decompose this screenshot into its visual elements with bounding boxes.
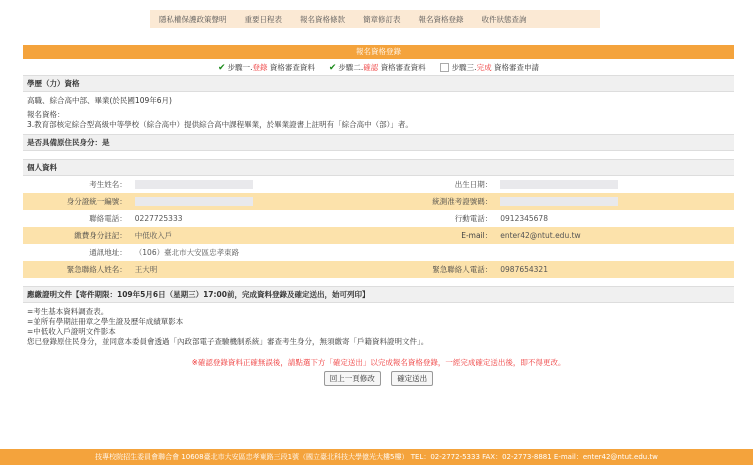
step-indicator xyxy=(23,59,734,75)
masked-name xyxy=(135,180,253,189)
list-item: =考生基本資料調查表。 xyxy=(27,307,109,316)
education-details: 高職、綜合高中部、畢業(於民國109年6月) 報名資格： 3.教育部核定綜合型高級中等學校（綜合高中）提供綜合高中課程畢業，於畢業證書上註明有「綜合高中（部）」者。 xyxy=(27,96,413,129)
registration-panel xyxy=(23,45,734,386)
list-item: 您已登錄原住民身分，並同意本委員會透過「內政部電子查驗機制系統」審查考生身分，無須繳寄「戶籍資料證明文件」。 xyxy=(27,337,429,346)
check-icon: ✔ xyxy=(218,62,226,73)
top-nav xyxy=(150,10,600,28)
personal-heading: 個人資料 xyxy=(23,159,734,176)
unchecked-box-icon xyxy=(440,63,449,72)
table-row: 身分證統一編號： 統測准考證號碼： xyxy=(23,193,734,210)
nav-schedule[interactable]: 重要日程表 xyxy=(244,14,282,24)
personal-info-table xyxy=(23,176,734,278)
check-icon: ✔ xyxy=(328,62,337,73)
table-row: 緊急聯絡人姓名： 王大明 緊急聯絡人電話： 0987654321 xyxy=(23,261,734,278)
table-row: 通訊地址： （106）臺北市大安區忠孝東路 xyxy=(89,248,240,257)
panel-title: 報名資格登錄 xyxy=(23,45,734,59)
documents-heading: 應繳證明文件【寄件期限：109年5月6日（星期三）17:00前，完成資料登錄及確定送出，始可列印】 xyxy=(23,286,734,303)
table-row: 考生姓名： 出生日期： xyxy=(23,176,734,193)
nav-revisions[interactable]: 簡章修訂表 xyxy=(363,14,401,24)
education-heading: 學歷（力）資格 xyxy=(23,75,734,92)
list-item: =中低收入戶證明文件影本 xyxy=(27,327,116,336)
table-row: 繳費身分註記： 中低收入戶 E-mail： enter42@ntut.edu.tw xyxy=(23,227,734,244)
nav-privacy[interactable]: 隱私權保護政策聲明 xyxy=(159,14,227,24)
nav-status-query[interactable]: 收件狀態查詢 xyxy=(481,14,527,24)
documents-list xyxy=(23,303,734,351)
step-1: ✔ 步驟一.登錄 資格審查資料 xyxy=(218,62,315,73)
submit-button[interactable]: 確定送出 xyxy=(391,371,433,386)
confirm-notice: ※確認登錄資料正確無誤後，請點選下方「確定送出」以完成報名資格登錄，一經完成確定送出後，即不得更改。 xyxy=(191,358,566,367)
table-row: 聯絡電話： 0227725333 行動電話： 0912345678 xyxy=(89,214,548,223)
step-2: ✔ 步驟二.確認 資格審查資料 xyxy=(328,62,426,73)
step-3: 步驟三.完成 資格審查申請 xyxy=(440,62,539,73)
action-buttons xyxy=(23,371,734,386)
footer: 技專校院招生委員會聯合會 10608臺北市大安區忠孝東路三段1號（國立臺北科技大學億光大樓5樓） TEL：02-2772-5333 FAX：02-2773-8881 E-mail：enter42@ntut.edu.tw xyxy=(0,449,753,465)
masked-id xyxy=(135,197,253,206)
indigenous-heading: 是否具備原住民身分：是 xyxy=(23,134,734,151)
masked-birthdate xyxy=(500,180,618,189)
nav-eligibility-terms[interactable]: 報名資格條款 xyxy=(300,14,345,24)
back-button[interactable]: 回上一頁修改 xyxy=(324,371,381,386)
nav-registration[interactable]: 報名資格登錄 xyxy=(418,14,464,24)
list-item: =並所有學期註冊章之學生證及歷年成績單影本 xyxy=(27,317,184,326)
masked-exam-number xyxy=(500,197,618,206)
